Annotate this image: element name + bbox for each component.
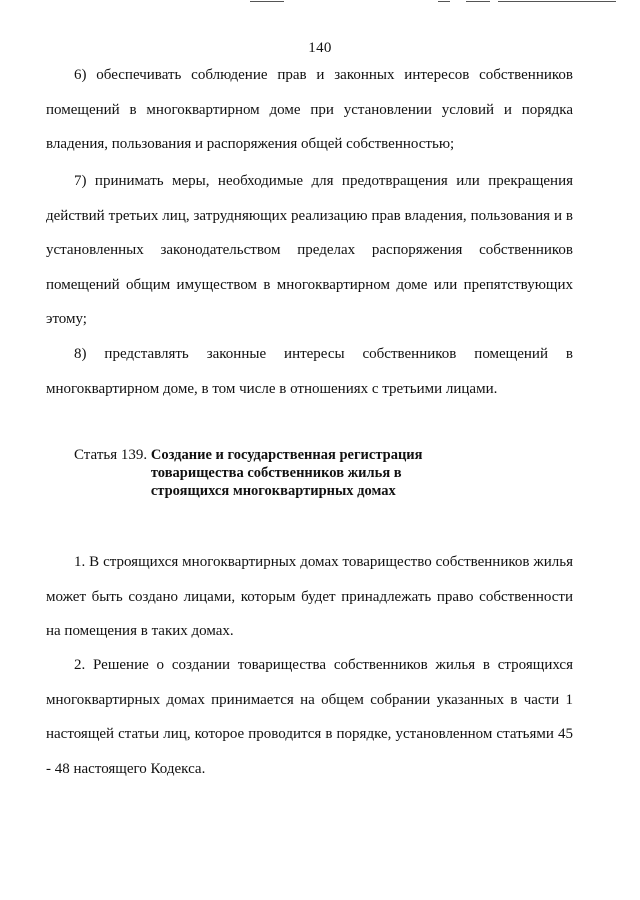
scan-mark <box>466 1 490 2</box>
scan-mark <box>438 1 450 2</box>
article-title-line: Создание и государственная регистрация <box>150 447 423 463</box>
list-item-8: 8) представлять законные интересы собственников помещений в многоквартирном доме, в том числе в отношениях с третьими лицами. <box>46 346 573 397</box>
article-title-line: товарищества собственников жилья в <box>150 465 402 481</box>
list-item-7: 7) принимать меры, необходимые для предотвращения или прекращения действий третьих лиц, затрудняющих реализацию прав владения, пользования и в установленных законодательством пределах распоряжения собственников помещений общим имуществом в многоквартирном доме или препятствующих этому; <box>46 173 573 327</box>
article-title-line: строящихся многоквартирных домах <box>150 483 396 499</box>
scan-mark <box>498 1 616 2</box>
list-item-6: 6) обеспечивать соблюдение прав и законных интересов собственников помещений в многоквартирном доме при установлении условий и порядка владения, пользования и распоряжения общей собственностью; <box>46 67 573 152</box>
article-part-1: 1. В строящихся многоквартирных домах товарищество собственников жилья может быть создано лицами, которым будет принадлежать право собственности на помещения в таких домах. <box>46 554 573 639</box>
article-title <box>151 446 481 500</box>
article-part-2: 2. Решение о создании товарищества собственников жилья в строящихся многоквартирных домах принимается на общем собрании указанных в части 1 настоящей статьи лиц, которое проводится в порядке, установленном статьями 45 - 48 настоящего Кодекса. <box>46 657 573 777</box>
article-number: Статья 139. <box>74 447 148 463</box>
scan-mark <box>250 1 284 2</box>
article-heading <box>74 446 574 500</box>
page-number: 140 <box>308 40 332 56</box>
scan-artifact-marks <box>0 0 640 4</box>
